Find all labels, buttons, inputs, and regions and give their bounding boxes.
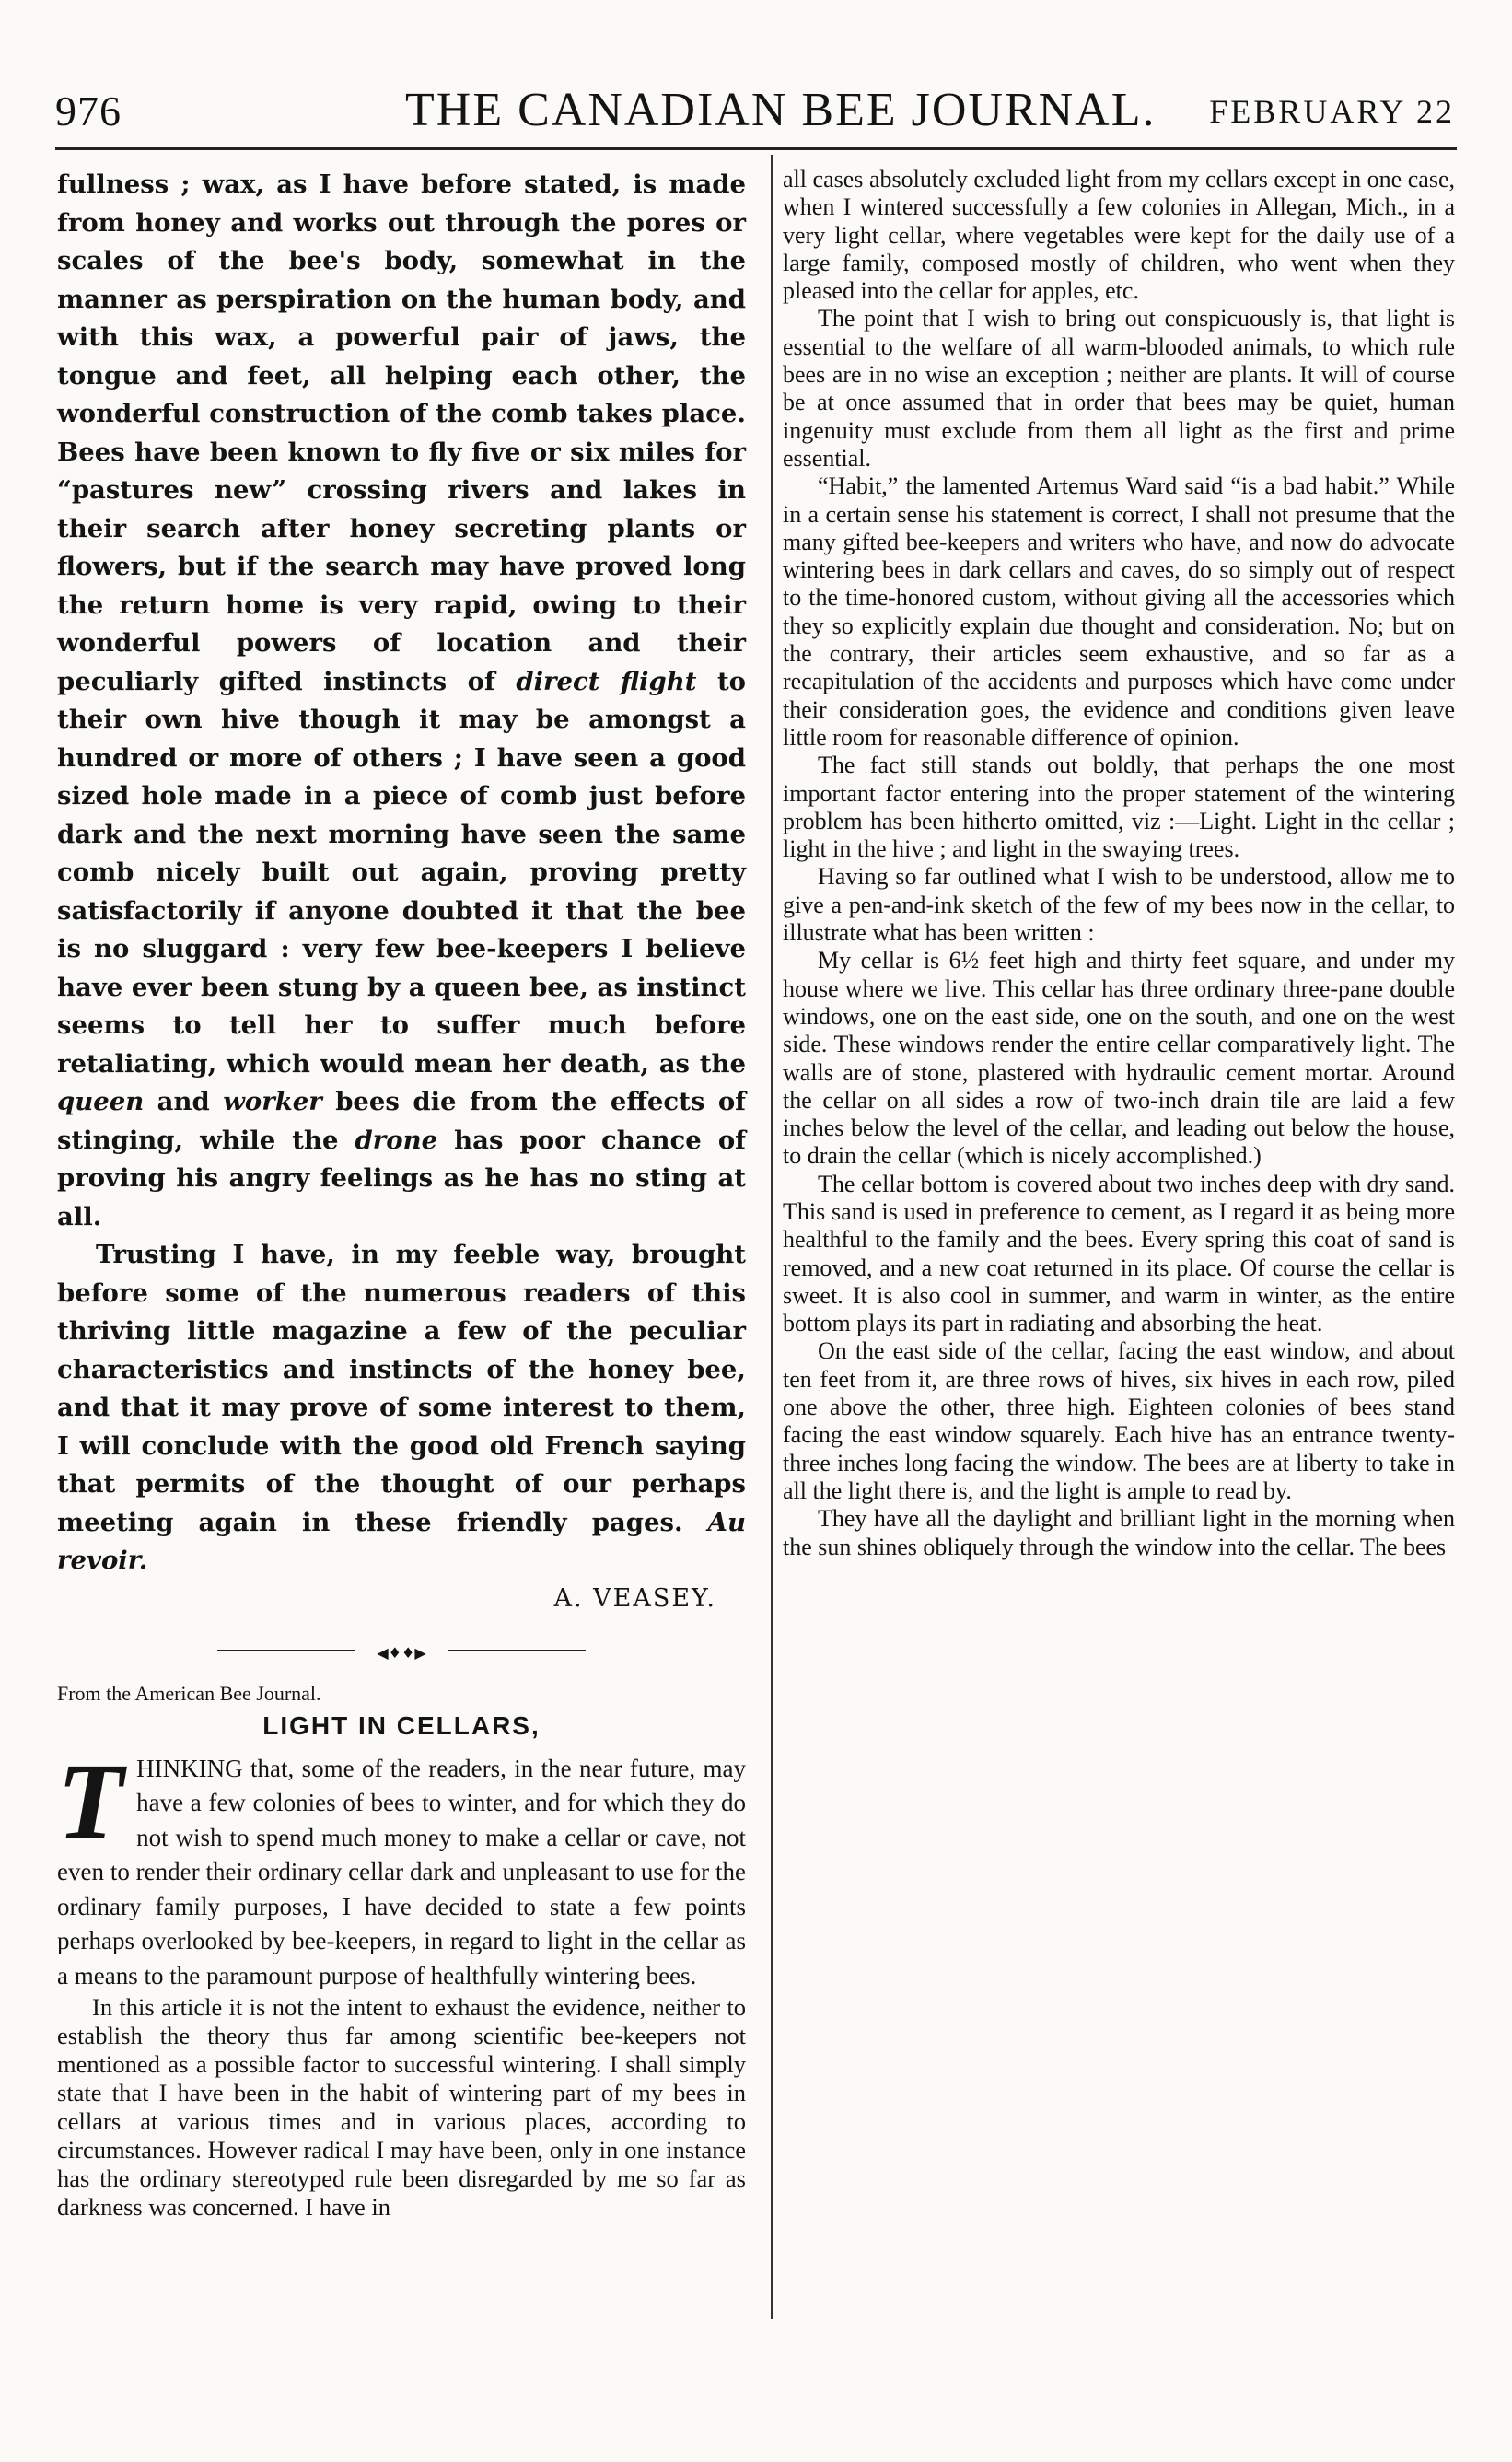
journal-title: THE CANADIAN BEE JOURNAL.: [405, 84, 1157, 136]
article-paragraph: In this article it is not the intent to exhaust the evidence, neither to establish the theory thus far among scientific bee-keepers not mentioned as a possible factor to successful wintering. I shall simply state that I have been in the habit of wintering part of my bees in cellars at various times and in various places, according to circumstances. However radical I may have been, only in one instance has the ordinary stereotyped rule been disregarded by me so far as darkness was concerned. I have in: [57, 1993, 746, 2221]
article-paragraph: all cases absolutely excluded light from my cellars except in one case, when I wintered successfully a few colonies in Allegan, Mich., in a very light cellar, where vegetables were kept for the daily use of a large family, composed mostly of children, who went when they pleased into the cellar for apples, etc.: [783, 166, 1455, 305]
article-paragraph: On the east side of the cellar, facing the east window, and about ten feet from it, are three rows of hives, six hives in each row, piled one above the other, three high. Eighteen colonies of bees stand facing the east window squarely. Each hive has an entrance twenty-three inches long facing the window. The bees are at liberty to take in all the light there is, and the light is ample to read by.: [783, 1337, 1455, 1504]
article-first-paragraph: THINKING that, some of the readers, in the near future, may have a few colonies of bees to winter, and for which they do not wish to spend much money to make a cellar or cave, not even to render their ordinary cellar dark and unpleasant to use for the ordinary family purposes, I have decided to state a few points perhaps overlooked by bee-keepers, in regard to light in the cellar as a means to the paramount purpose of healthfully wintering bees.: [57, 1740, 746, 1989]
article-paragraph: My cellar is 6½ feet high and thirty feet square, and under my house where we live. This cellar has three ordinary three-pane double windows, one on the east side, one on the south, and one on the west side. These windows render the entire cellar comparatively light. The walls are of stone, plastered with hydraulic cement mortar. Around the cellar on all sides a row of two-inch drain tile are laid a few inches below the level of the cellar, and leading out below the house, to drain the cellar (which is nicely accomplished.): [783, 947, 1455, 1170]
article-paragraph: “Habit,” the lamented Artemus Ward said “is a bad habit.” While in a certain sense his statement is correct, I shall not presume that the many gifted bee-keepers and writers who have, and now do advocate wintering bees in dark cellars and caves, do so simply out of respect to the time-honored custom, without giving all the accessories which they so explicitly explain due thought and consideration. No; but on the contrary, their articles seem exhaustive, and so far as a recapitulation of the accidents and purposes which have come under their consideration goes, the evidence and conditions given leave little room for reasonable difference of opinion.: [783, 473, 1455, 751]
column-divider: [771, 155, 773, 2319]
body-paragraph: Trusting I have, in my feeble way, brought before some of the numerous readers of this thriving little magazine a few of the peculiar characteristics and instincts of the honey bee, and that it may prove of some interest to them, I will conclude with the good old French saying that permits of the thought of our perhaps meeting again in these friendly pages. Au revoir.: [57, 1240, 746, 1575]
right-column: [783, 166, 1455, 1561]
section-ornament: ◀♦♦▶: [217, 1643, 586, 1658]
left-column: [57, 166, 746, 2222]
article-paragraph: Having so far outlined what I wish to be understood, allow me to give a pen-and-ink sketch of the few of my bees now in the cellar, to illustrate what has been written :: [783, 863, 1455, 947]
article-paragraph: The cellar bottom is covered about two inches deep with dry sand. This sand is used in preference to cement, as I regard it as being more healthful to the family and the bees. Every spring this coat of sand is removed, and a new coat returned in its place. Of course the cellar is sweet. It is also cool in summer, and warm in winter, as the entire bottom plays its part in radiating and absorbing the heat.: [783, 1170, 1455, 1337]
article-source: From the American Bee Journal.: [57, 1681, 321, 1705]
article-paragraph: They have all the daylight and brilliant light in the morning when the sun shines obliquely through the window into the cellar. The bees: [783, 1505, 1455, 1560]
page-number: 976: [55, 88, 122, 134]
body-paragraph: fullness ; wax, as I have before stated, is made from honey and works out through the pores or scales of the bee's body, somewhat in the manner as perspiration on the human body, and with this wax, a powerful pair of jaws, the tongue and feet, all helping each other, the wonderful construction of the comb takes place. Bees have been known to fly five or six miles for “pastures new” crossing rivers and lakes in their search after honey secreting plants or flowers, but if the search may have proved long the return home is very rapid, owing to their wonderful powers of location and their peculiarly gifted instincts of direct flight to their own hive though it may be amongst a hundred or more of others ; I have seen a good sized hole made in a piece of comb just before dark and the next morning have seen the same comb nicely built out again, proving pretty satisfactorily if anyone doubted it that the bee is no sluggard : very few bee-keepers I believe have ever been stung by a queen bee, as instinct seems to tell her to suffer much before retaliating, which would mean her death, as the queen and worker bees die from the effects of stinging, while the drone has poor chance of proving his angry feelings as he has no sting at all.: [57, 169, 746, 1231]
article-title: LIGHT IN CELLARS,: [262, 1710, 541, 1740]
drop-cap: T: [57, 1740, 124, 1861]
article-paragraph: The fact still stands out boldly, that perhaps the one most important factor entering into the proper statement of the wintering problem has been hitherto omitted, viz :—Light. Light in the cellar ; light in the hive ; and light in the swaying trees.: [783, 752, 1455, 863]
header-rule: [55, 147, 1457, 150]
page-header: [55, 81, 1455, 146]
issue-date: FEBRUARY 22: [1209, 93, 1455, 130]
article-paragraph: The point that I wish to bring out conspicuously is, that light is essential to the welfare of all warm-blooded animals, to which rule bees are in no wise an exception ; neither are plants. It will of course be at once assumed that in order that bees may be quiet, human ingenuity must exclude from them all light as the first and prime essential.: [783, 305, 1455, 472]
author-signature: A. VEASEY.: [553, 1583, 716, 1613]
